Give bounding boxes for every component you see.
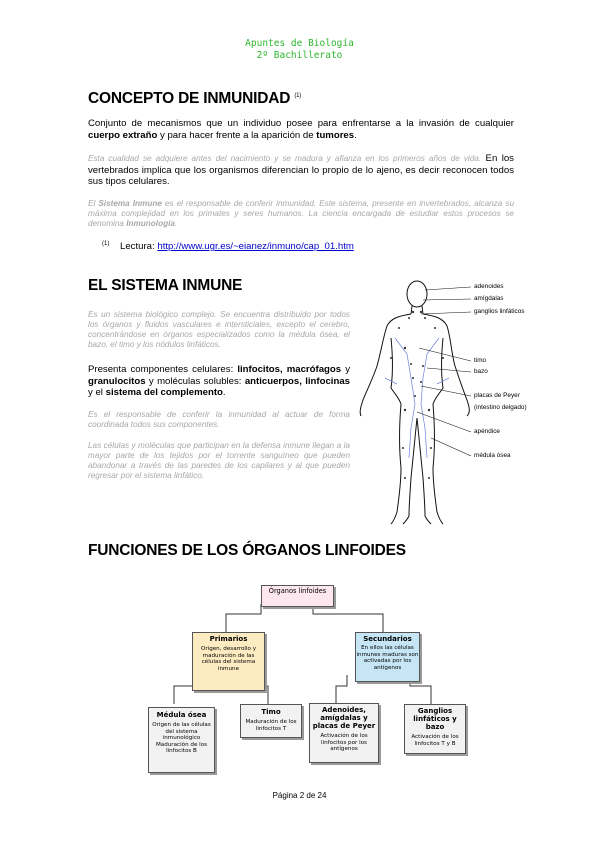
diagram-primarios-title: Primarios bbox=[209, 635, 248, 643]
page-number: Página 2 de 24 bbox=[272, 791, 327, 800]
concepto-paragraph-3: El Sistema Inmune es el responsable de conferir inmunidad. Este sistema, presente en invertebrados, alcanza su máxima complejidad en los primates y seres humanos. La ciencia encargada de estudiar estos procesos se denomina Inmunología. bbox=[88, 199, 515, 228]
lymphatic-body-illustration bbox=[355, 278, 475, 528]
label-medula-osea: médula ósea bbox=[474, 452, 511, 459]
header-subject: Apuntes de Biología bbox=[245, 38, 354, 49]
concepto-paragraph-1: Conjunto de mecanismos que un individuo posee para enfrentarse a la invasión de cualquier cuerpo extraño y para hacer frente a la aparición de tumores. bbox=[88, 118, 514, 141]
diagram-adenoides-desc: Activación de los linfocitos por los antígenos bbox=[320, 733, 368, 753]
sistema-paragraph-2: Presenta componentes celulares: linfocitos, macrófagos y granulocitos y moléculas solubles: anticuerpos, linfocinas y el sistema del complemento. bbox=[88, 364, 350, 398]
diagram-secundarios-title: Secundarios bbox=[363, 635, 412, 643]
diagram-primarios-desc: Origen, desarrollo y maduración de las células del sistema inmune bbox=[200, 646, 257, 672]
concepto-footnote-marker: (1) bbox=[294, 92, 302, 99]
diagram-timo-title: Timo bbox=[261, 708, 281, 716]
diagram-ganglios-desc: Activación de los linfocitos T y B bbox=[411, 734, 459, 747]
section-title-concepto bbox=[88, 90, 301, 108]
diagram-timo-desc: Maduración de los linfocitos T bbox=[245, 719, 297, 732]
sistema-paragraph-3: Es el responsable de conferir la inmunidad al actuar de forma coordinada todos sus componentes. bbox=[88, 410, 350, 429]
reading-link[interactable]: http://www.ugr.es/~eianez/inmuno/cap_01.htm bbox=[157, 241, 354, 253]
label-placas-peyer: placas de Peyer bbox=[474, 392, 520, 399]
label-intestino: (intestino delgado) bbox=[474, 404, 527, 411]
diagram-ganglios-title: Ganglios linfáticos y bazo bbox=[413, 707, 457, 731]
reading-reference: $^{(1)}$ Lectura: http://www.ugr.es/~eianez/inmuno/cap_01.htm bbox=[102, 241, 354, 253]
diagram-secundarios-desc: En ellos las células inmunes maduras son activadas por los antígenos bbox=[356, 645, 419, 671]
diagram-adenoides-title: Adenoides, amígdalas y placas de Peyer bbox=[312, 706, 376, 730]
sistema-paragraph-4: Las células y moléculas que participan en la defensa inmune llegan a la mayor parte de los tejidos por el torrente sanguíneo que pueden abandonar a través de las paredes de los capilares y al que pueden regresar por el sistema linfático. bbox=[88, 441, 350, 480]
label-timo: timo bbox=[474, 357, 487, 364]
diagram-medula-box bbox=[148, 707, 215, 773]
diagram-timo-box bbox=[240, 704, 302, 738]
concepto-paragraph-2: Esta cualidad se adquiere antes del nacimiento y se madura y afianza en los primeros años de vida. En los vertebrados implica que los organismos diferencian lo propio de lo ajeno, es decir reconocen todos sus tipos celulares. bbox=[88, 153, 514, 187]
label-amigdalas: amígdalas bbox=[474, 295, 504, 302]
header-course: 2º Bachillerato bbox=[256, 50, 343, 61]
diagram-adenoides-box bbox=[309, 703, 379, 763]
diagram-root-label: Órganos linfoides bbox=[268, 587, 327, 595]
sistema-title: EL SISTEMA INMUNE bbox=[88, 277, 243, 294]
label-adenoides: adenoides bbox=[474, 283, 504, 290]
concepto-title: CONCEPTO DE INMUNIDAD bbox=[88, 90, 291, 107]
label-bazo: bazo bbox=[474, 368, 488, 375]
funciones-title: FUNCIONES DE LOS ÓRGANOS LINFOIDES bbox=[88, 542, 406, 559]
diagram-secundarios-box bbox=[355, 632, 420, 682]
diagram-ganglios-box bbox=[404, 704, 466, 754]
label-ganglios: ganglios linfáticos bbox=[474, 308, 525, 315]
diagram-medula-desc: Origen de las células del sistema inmunológico Maduración de los linfocitos B bbox=[152, 722, 211, 755]
diagram-primarios-box bbox=[192, 632, 265, 691]
label-apendice: apéndice bbox=[474, 428, 500, 435]
diagram-medula-title: Médula ósea bbox=[156, 711, 207, 719]
diagram-root-box bbox=[261, 585, 334, 607]
sistema-paragraph-1: Es un sistema biológico complejo. Se encuentra distribuido por todos los órganos y fluidos vasculares e intersticiales, excepto el cerebro, concentrándose en órganos especializados como la médula ósea, el bazo, el timo y los nódulos linfáticos. bbox=[88, 310, 350, 349]
